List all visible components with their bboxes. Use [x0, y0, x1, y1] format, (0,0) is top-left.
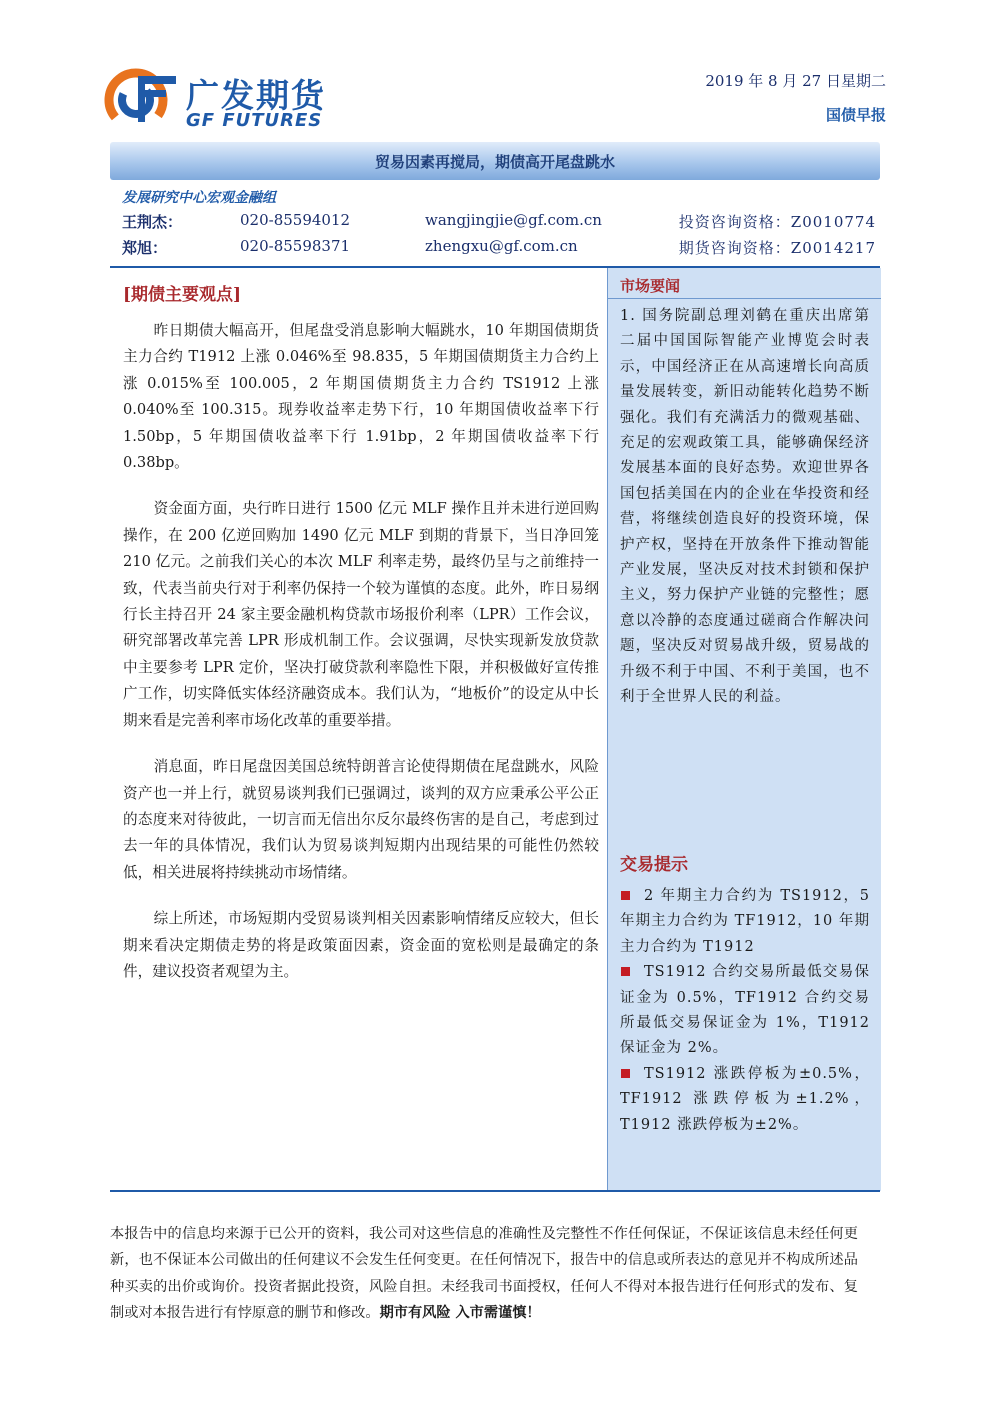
commentary-paragraph: 综上所述，市场短期内受贸易谈判相关因素影响情绪反应较大，但长期来看决定期债走势的将是政策面因素，资金面的宽松则是最确定的条件，建议投资者观望为主。	[123, 910, 599, 980]
tip-text: TS1912 合约交易所最低交易保证金为 0.5%，TF1912 合约交易所最低交易保证金为 1%，T1912 保证金为 2%。	[620, 964, 870, 1057]
bullet-square-icon	[621, 1069, 630, 1078]
author-certificate: 投资咨询资格：Z0010774	[678, 213, 876, 231]
section-divider-bottom	[110, 1190, 880, 1192]
market-news-title: 市场要闻	[620, 277, 681, 295]
main-commentary	[123, 318, 599, 1005]
gf-logo-mark-icon	[104, 68, 180, 130]
trading-tips-title: 交易提示	[620, 855, 688, 875]
disclaimer-text: 本报告中的信息均来源于已公开的资料，我公司对这些信息的准确性及完整性不作任何保证，不保证该信息未经任何更新，也不保证本公司做出的任何建议不会发生任何变更。在任何情况下，报告中的信息或所表达的意见并不构成所述品种买卖的出价或询价。投资者据此投资，风险自担。未经我司书面授权，任何人不得对本报告进行任何形式的发布、复制或对本报告进行有悖原意的删节和修改。	[110, 1226, 858, 1321]
logo-english-name: GF FUTURES	[186, 110, 323, 131]
list-item	[620, 960, 870, 1062]
sidebar-divider	[608, 298, 881, 299]
report-date: 2019 年 8 月 27 日星期二	[705, 72, 886, 90]
report-type: 国债早报	[825, 106, 886, 124]
author-name: 王荆杰：	[122, 213, 183, 231]
author-email[interactable]: wangjingjie@gf.com.cn	[425, 211, 602, 229]
author-row	[122, 211, 882, 233]
author-phone: 020-85594012	[240, 211, 351, 229]
list-item	[620, 1062, 870, 1138]
author-row	[122, 237, 882, 259]
sidebar	[607, 268, 881, 1191]
report-title: 贸易因素再搅局，期债高开尾盘跳水	[374, 152, 615, 171]
bullet-square-icon	[621, 891, 630, 900]
disclaimer	[110, 1221, 858, 1326]
commentary-paragraph: 资金面方面，央行昨日进行 1500 亿元 MLF 操作且并未进行逆回购操作，在 200 亿逆回购加 1490 亿元 MLF 到期的背景下，当日净回笼 210 亿元。之前我们关心的本次 MLF 利率走势，最终仍呈与之前维持一致，代表当前央行对于利率仍保持一个较为谨慎的态度。此外，昨日易纲行长主持召开 24 家主要金融机构贷款市场报价利率（LPR）工作会议，研究部署改革完善 LPR 形成机制工作。会议强调，尽快实现新发放贷款中主要参考 LPR 定价，坚决打破贷款利率隐性下限，并积极做好宣传推广工作，切实降低实体经济融资成本。我们认为，“地板价”的设定从中长期来看是完善利率市场化改革的重要举措。	[123, 500, 599, 729]
tip-text: TS1912 涨跌停板为±0.5%，TF1912 涨跌停板为±1.2%，T1912 涨跌停板为±2%。	[620, 1065, 870, 1133]
commentary-paragraph: 昨日期债大幅高开，但尾盘受消息影响大幅跳水，10 年期国债期货主力合约 T1912 上涨 0.046%至 98.835，5 年期国债期货主力合约上涨 0.015%至 100.005，2 年期国债期货主力合约 TS1912 上涨 0.040%至 100.315。现券收益率走势下行，10 年期国债收益率下行 1.50bp，5 年期国债收益率下行 1.91bp，2 年期国债收益率下行 0.38bp。	[123, 322, 599, 472]
bullet-square-icon	[621, 967, 630, 976]
author-certificate: 期货咨询资格：Z0014217	[678, 239, 876, 257]
trading-tips-list	[620, 884, 870, 1138]
department-name: 发展研究中心宏观金融组	[122, 190, 276, 206]
author-name: 郑旭：	[122, 239, 168, 257]
risk-warning: 期市有风险 入市需谨慎！	[379, 1304, 541, 1321]
list-item	[620, 884, 870, 960]
report-title-banner	[110, 142, 880, 180]
author-email[interactable]: zhengxu@gf.com.cn	[425, 237, 578, 255]
market-news-text: 1. 国务院副总理刘鹤在重庆出席第二届中国国际智能产业博览会时表示，中国经济正在从高速增长向高质量发展转变，新旧动能转化趋势不断强化。我们有充满活力的微观基础、充足的宏观政策工具，能够确保经济发展基本面的良好态势。欢迎世界各国包括美国在内的企业在华投资和经营，将继续创造良好的投资环境，保护产权，坚持在开放条件下推动智能产业发展，坚决反对技术封锁和保护主义，努力保护产业链的完整性；愿意以冷静的态度通过磋商合作解决问题，坚决反对贸易战升级，贸易战的升级不利于中国、不利于美国，也不利于全世界人民的利益。	[620, 308, 870, 706]
tip-text: 2 年期主力合约为 TS1912，5 年期主力合约为 TF1912，10 年期主力合约为 T1912	[620, 888, 870, 955]
company-logo	[104, 68, 364, 132]
commentary-paragraph: 消息面，昨日尾盘因美国总统特朗普言论使得期债在尾盘跳水，风险资产也一并上行，就贸易谈判我们已强调过，谈判的双方应秉承公平公正的态度来对待彼此，一切言而无信出尔反尔最终伤害的是自己，考虑到过去一年的具体情况，我们认为贸易谈判短期内出现结果的可能性仍然较低，相关进展将持续挑动市场情绪。	[123, 758, 599, 881]
logo-chinese-name: 广发期货	[186, 76, 326, 115]
author-phone: 020-85598371	[240, 237, 351, 255]
main-section-title: [期债主要观点]	[123, 285, 242, 305]
